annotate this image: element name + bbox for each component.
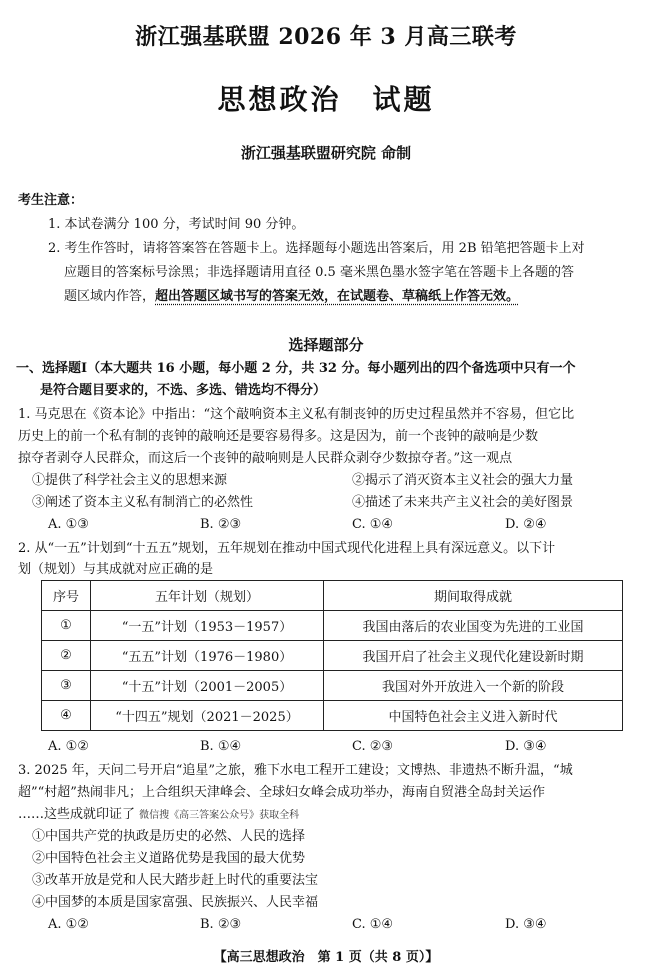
- q2-option-d: D. ③④: [505, 739, 547, 754]
- q3-option-a: A. ①②: [48, 917, 89, 932]
- section-intro-line-1: 一、选择题Ⅰ（本大题共 16 小题，每小题 2 分，共 32 分。每小题列出的四个备选项中只有一个: [16, 361, 576, 376]
- table-header-row: [42, 581, 623, 611]
- q3-statement-3: ③改革开放是党和人民大踏步赶上时代的重要法宝: [32, 873, 319, 888]
- q3-stem-line-3-text: ……这些成就印证了: [18, 807, 136, 822]
- table-cell: ④: [42, 701, 91, 731]
- q1-stem-line-2: 历史上的前一个私有制的丧钟的敲响还是要容易得多。这是因为，前一个丧钟的敲响是少数: [18, 429, 539, 444]
- q3-statement-4: ④中国梦的本质是国家富强、民族振兴、人民幸福: [32, 895, 319, 910]
- q1-statement-3: ③阐述了资本主义私有制消亡的必然性: [32, 495, 254, 510]
- q2-stem-line-2: 划（规划）与其成就对应正确的是: [18, 562, 214, 577]
- notice-warning: 超出答题区域书写的答案无效，在试题卷、草稿纸上作答无效。: [155, 289, 520, 304]
- table-cell: “十五”计划（2001－2005）: [91, 671, 324, 701]
- table-cell: ③: [42, 671, 91, 701]
- table-cell: ①: [42, 611, 91, 641]
- exam-title: 浙江强基联盟 2026 年 3 月高三联考: [135, 24, 517, 50]
- q1-statement-1: ①提供了科学社会主义的思想来源: [32, 473, 228, 488]
- page-footer: 【高三思想政治 第 1 页（共 8 页）】: [213, 950, 439, 965]
- q3-stem-line-1: 3. 2025 年，天问二号开启“追星”之旅，雅下水电工程开工建设；文博热、非遗热不断升温，“城: [18, 763, 573, 778]
- notice-item-2-line-1: 2. 考生作答时，请将答案答在答题卡上。选择题每小题选出答案后，用 2B 铅笔把答题卡上对: [48, 241, 585, 256]
- q3-option-b: B. ②③: [200, 917, 242, 932]
- table-cell: 我国对外开放进入一个新的阶段: [324, 671, 623, 701]
- q1-statement-2: ②揭示了消灭资本主义社会的强大力量: [352, 473, 574, 488]
- table-cell: ②: [42, 641, 91, 671]
- notice-item-1: 1. 本试卷满分 100 分，考试时间 90 分钟。: [48, 217, 305, 232]
- q1-stem-line-1: 1. 马克思在《资本论》中指出：“这个敲响资本主义私有制丧钟的历史过程虽然并不容易，但它比: [18, 407, 575, 422]
- q3-statement-2: ②中国特色社会主义道路优势是我国的最大优势: [32, 851, 306, 866]
- table-cell: 我国开启了社会主义现代化建设新时期: [324, 641, 623, 671]
- table-cell: “五五”计划（1976－1980）: [91, 641, 324, 671]
- section-intro-line-2: 是符合题目要求的，不选、多选、错选均不得分）: [40, 383, 327, 398]
- q3-option-c: C. ①④: [352, 917, 394, 932]
- q2-option-c: C. ②③: [352, 739, 394, 754]
- table-header-cell: 期间取得成就: [324, 581, 623, 611]
- q3-stem-line-2: 超”“村超”热闹非凡；上合组织天津峰会、全球妇女峰会成功举办，海南自贸港全岛封关运作: [18, 785, 545, 800]
- notice-item-2-line-3: [64, 286, 519, 307]
- notice-item-2-line-3-plain: 题区域内作答，: [64, 289, 156, 304]
- section-title: 选择题部分: [288, 336, 364, 354]
- q1-option-c: C. ①④: [352, 517, 394, 532]
- issuer-line: 浙江强基联盟研究院 命制: [240, 144, 412, 162]
- q1-option-d: D. ②④: [505, 517, 547, 532]
- table-cell: “一五”计划（1953－1957）: [91, 611, 324, 641]
- q3-statement-1: ①中国共产党的执政是历史的必然、人民的选择: [32, 829, 306, 844]
- q3-option-d: D. ③④: [505, 917, 547, 932]
- q1-statement-4: ④描述了未来共产主义社会的美好图景: [352, 495, 574, 510]
- subject-title: 思想政治 试题: [217, 83, 435, 116]
- q1-option-b: B. ②③: [200, 517, 242, 532]
- q1-option-a: A. ①③: [48, 517, 89, 532]
- notice-heading: 考生注意：: [18, 193, 84, 208]
- table-cell: “十四五”规划（2021－2025）: [91, 701, 324, 731]
- watermark-text: 微信搜《高三答案公众号》获取全科: [139, 810, 300, 821]
- table-row: [42, 611, 623, 641]
- q2-option-a: A. ①②: [48, 739, 89, 754]
- table-row: [42, 701, 623, 731]
- table-header-cell: 序号: [42, 581, 91, 611]
- table-row: [42, 671, 623, 701]
- q2-option-b: B. ①④: [200, 739, 242, 754]
- table-cell: 中国特色社会主义进入新时代: [324, 701, 623, 731]
- five-year-plan-table: [41, 580, 623, 731]
- q3-stem-line-3: [18, 804, 299, 826]
- table-cell: 我国由落后的农业国变为先进的工业国: [324, 611, 623, 641]
- notice-item-2-line-2: 应题目的答案标号涂黑；非选择题请用直径 0.5 毫米黑色墨水签字笔在答题卡上各题的答: [64, 265, 574, 280]
- q1-stem-line-3: 掠夺者剥夺人民群众，而这后一个丧钟的敲响则是人民群众剥夺少数掠夺者。”这一观点: [18, 451, 513, 466]
- table-row: [42, 641, 623, 671]
- table-header-cell: 五年计划（规划）: [91, 581, 324, 611]
- q2-stem-line-1: 2. 从“一五”计划到“十五五”规划，五年规划在推动中国式现代化进程上具有深远意义。以下计: [18, 541, 556, 556]
